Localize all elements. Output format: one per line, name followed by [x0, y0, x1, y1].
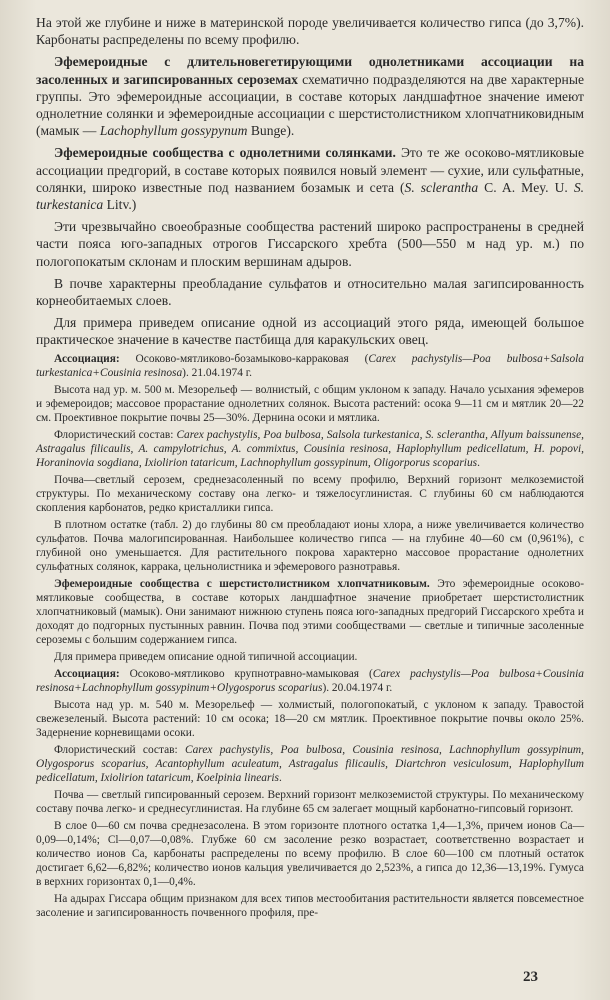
text-run: Высота над ур. м. 540 м. Мезорельеф — холмистый, пологопокатый, с уклоном к западу. Травостой свежезеленый. Высота растений: 10 см осока; 18—20 см мятлик. Проективное покрытие почвы около 25%. Задернение корневищами осоки. [36, 698, 584, 739]
paragraph [36, 275, 584, 309]
bold-run: Эфемероидные с длительновегетирующими однолетниками ассоциации на засоленных и загипсированных сероземах [36, 54, 584, 87]
text-run: . [278, 771, 282, 784]
italic-run: Carex pachystylis—Poa bulbosa+Salsola turkestanica+Cousinia resinosa [36, 352, 584, 379]
text-run: Флористический состав: [54, 428, 177, 441]
paragraph [36, 743, 584, 785]
paragraph [36, 352, 584, 380]
paragraph [36, 144, 584, 213]
text-run: Флористический состав: [54, 743, 186, 756]
text-run: Осоково-мятликово крупнотравно-мамыковая ( [119, 667, 373, 680]
italic-run: Lachophyllum gossypynum [99, 123, 248, 139]
paragraph [36, 428, 584, 470]
paragraph [36, 698, 584, 740]
text-run: C. A. Mey. U. [478, 179, 574, 195]
text-run: схематично подразделяются на две характерные группы. Это эфемероидные ассоциации, в составе которых ландшафтное значение имеют однолетние солянки и эфемероидные ассоциации с шерстистолистником хлопчатниковидным (мамык — [36, 71, 584, 139]
paragraph [36, 788, 584, 816]
paragraph [36, 314, 584, 348]
paragraph [36, 218, 584, 270]
text-run: На адырах Гиссара общим признаком для всех типов местообитания растительности является повсеместное засоление и загипсированность почвенного профиля, пре- [36, 892, 584, 919]
text-run: Почва — светлый гипсированный серозем. Верхний горизонт мелкоземистой структуры. По механическому составу почва легко- и среднесуглинистая. На глубине 65 см залегает мощный карбонатно-гипсовый горизонт. [36, 788, 584, 815]
italic-run: Carex pachystylis—Poa bulbosa+Cousinia resinosa+Lachnophyllum gossypinum+Olygosporus scoparius [36, 667, 584, 694]
paragraph [36, 14, 584, 48]
text-run: Для примера приведем описание одной из ассоциаций этого ряда, имеющей большое практическое значение в качестве пастбища для каракульских овец. [36, 315, 584, 348]
text-run: . [477, 456, 480, 469]
text-run: Высота над ур. м. 500 м. Мезорельеф — волнистый, с общим уклоном к западу. Начало усыхания эфемеров и эфемероидов; массовое прорастание однолетних солянок. Высота растений: осока 9—11 см и мятлик 20—22 см. Проективное покрытие почвы 25—30%. Дернина осоки и мятлика. [36, 383, 584, 424]
text-run: Это те же осоково-мятликовые ассоциации предгорий, в составе которых появился новый элемент — сухие, или сульфатные, солянки, широко известные под названием бозамык и сета ( [36, 145, 585, 195]
paragraph [36, 473, 584, 515]
text-run: На этой же глубине и ниже в материнской породе увеличивается количество гипса (до 3,7%). Карбонаты распределены по всему профилю. [36, 15, 584, 48]
text-run: Осоково-мятликово-бозамыково-карраковая ( [119, 352, 369, 365]
text-run: Почва—светлый серозем, среднезасоленный по всему профилю, Верхний горизонт мелкоземистой структуры. По механическому составу она легко- и тяжелосуглинистая. С глубины 60 см наблюдаются скопления карбонатов, редко кристаллики гипса. [36, 473, 584, 514]
text-run: ). 20.04.1974 г. [322, 681, 393, 694]
text-run: ). 21.04.1974 г. [182, 366, 252, 379]
bold-run: Эфемероидные сообщества с шерстистолистником хлопчатниковым. [54, 577, 430, 590]
text-run: Bunge). [247, 123, 295, 139]
bold-run: Эфемероидные сообщества с однолетними солянками. [54, 145, 396, 161]
paragraph [36, 518, 584, 574]
paragraph [36, 383, 584, 425]
paragraph [36, 53, 584, 139]
text-run: Это эфемероидные осоково-мятликовые сообщества, в составе которых ландшафтное значение приобретает шерстистолистник хлопчатниковый (мамык). Они занимают нижнюю ступень пояса юго-западных предгорий Гиссарского хребта и доходят до подгорных пустынных равнин. Почва под этими сообществами — светлые и типичные засоленные сероземы с большим содержанием гипса. [36, 577, 584, 646]
text-run: Для примера приведем описание одной типичной ассоциации. [54, 650, 358, 663]
paragraph [36, 892, 584, 920]
page-number: 23 [523, 969, 538, 985]
italic-run: Carex pachystylis, Poa bulbosa, Cousinia resinosa, Lachnophyllum gossypinum, Olygosporus scoparius, Acantophyllum aculeatum, Astragalus filicaulis, Diartchron vesiculosum, Haplophyllum pedicellatum, Ixiolirion tataricum, Koelpinia linearis [36, 743, 584, 784]
bold-run: Ассоциация: [54, 352, 120, 365]
text-run: В почве характерны преобладание сульфатов и относительно малая загипсированность корнеобитаемых слоев. [36, 275, 584, 309]
text-run: В плотном остатке (табл. 2) до глубины 80 см преобладают ионы хлора, а ниже увеличивается количество сульфатов. Почва малогипсированная. Наибольшее количество гипса — на глубине 40—60 см (0,961%), с глубиной оно уменьшается. Для растительного покрова характерно массовое прорастание однолетних сульфатных солянок, каррака, цельнолистника и эфемерового разнотравья. [36, 518, 584, 573]
paragraph [36, 819, 584, 889]
text-run: В слое 0—60 см почва среднезасолена. В этом горизонте плотного остатка 1,4—1,3%, причем ионов Ca—0,09—0,14%; Cl—0,07—0,08%. Глубже 60 см засоление резко возрастает, соответственно возрастает и количество ионов Ca, карбонаты распределены по всему профилю. В слое 60—100 см плотный остаток достигает 6,62—6,82%; количество ионов кальция увеличивается до 2,523%, а гипса до 12,36—13,19%. Гумуса в верхних горизонтах 0,1—0,4%. [36, 819, 584, 888]
paragraph [36, 577, 584, 647]
italic-run: Carex pachystylis, Poa bulbosa, Salsola turkestanica, S. sclerantha, Allyum baissunense, Astragalus filicaulis, A. campylotrichus, A. commixtus, Cousinia resinosa, Haplophyllum pedicellatum, H. popovi, Horaninovia sogdiana, Ixiolirion tataricum, Lachnophyllum gossypinum, Oligorporus scoparius [36, 428, 584, 469]
italic-run: S. sclerantha [404, 179, 479, 195]
text-run: Litv.) [103, 197, 137, 213]
bold-run: Ассоциация: [54, 667, 120, 680]
paragraph [36, 650, 584, 664]
body-text [36, 14, 584, 920]
paragraph [36, 667, 584, 695]
italic-run: S. turkestanica [36, 179, 585, 213]
text-run: Эти чрезвычайно своеобразные сообщества растений широко распространены в средней части пояса юго-западных отрогов Гиссарского хребта (500—550 м над ур. м.) по пологопокатым склонам и плоским вершинам адыров. [36, 219, 584, 269]
